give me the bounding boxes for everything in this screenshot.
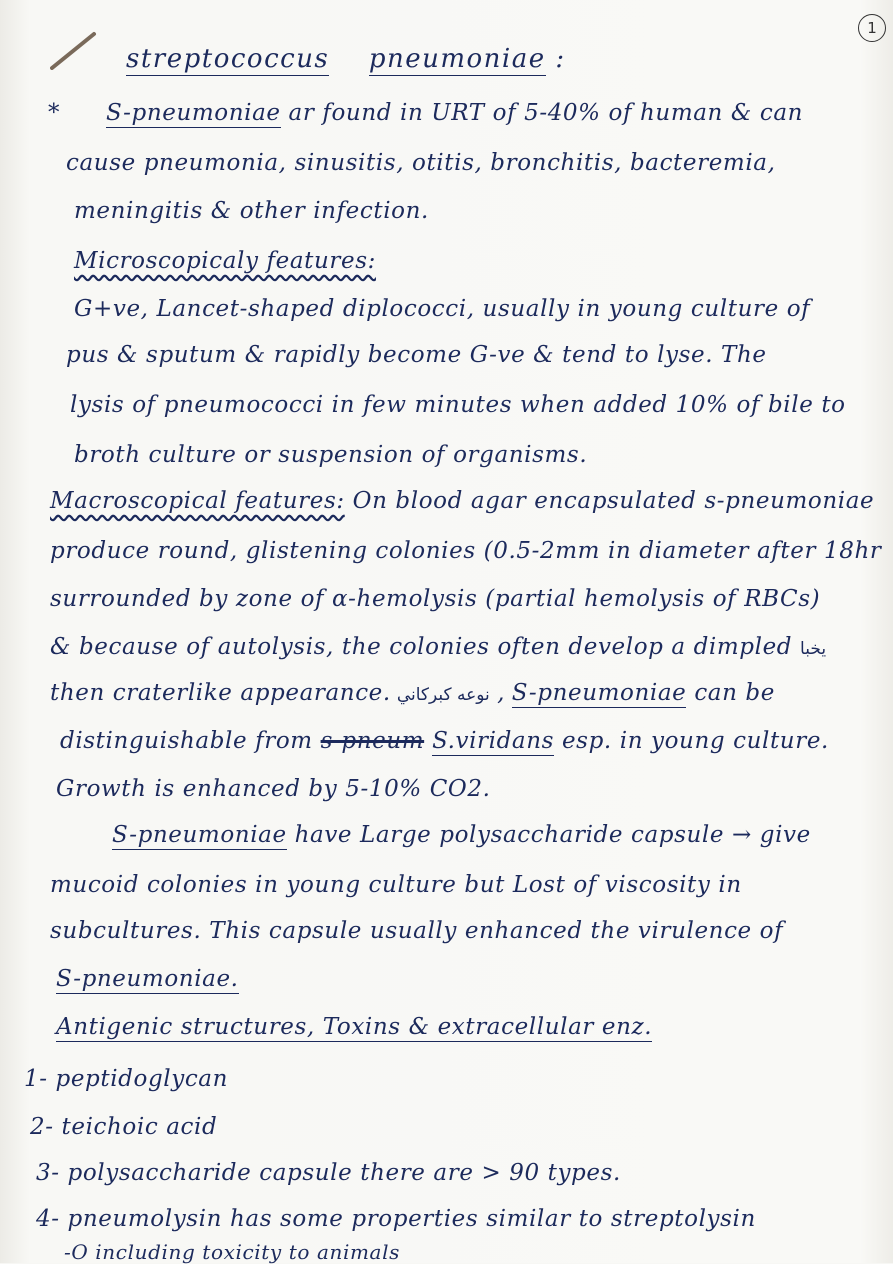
macro-line-4 [50, 680, 775, 706]
term-s-pneumoniae: S-pneumoniae [105, 100, 281, 126]
term-s-viridans: S.viridans [432, 728, 555, 754]
macro-line-3 [50, 634, 826, 660]
title-word-1: streptococcus [126, 44, 330, 74]
macroscopic-heading [50, 488, 874, 514]
macro-line-4-end: can be [686, 680, 775, 706]
page-number: 1 [858, 14, 886, 42]
title-word-2: pneumoniae [368, 44, 546, 74]
intro-line-1 [48, 100, 803, 126]
intro-line-3: meningitis & other infection. [74, 198, 429, 224]
capsule-line-1 [112, 822, 811, 848]
macro-line-2: surrounded by zone of α-hemolysis (partial hemolysis of RBCs) [50, 586, 821, 612]
antigenic-heading-text: Antigenic structures, Toxins & extracellular enz. [56, 1014, 653, 1040]
list-item-4: 4- pneumolysin has some properties similar to streptolysin [36, 1206, 756, 1232]
macro-line-3-text: & because of autolysis, the colonies often develop a dimpled [50, 634, 801, 660]
macro-line-5-text: distinguishable from [60, 728, 321, 754]
capsule-line-3: subcultures. This capsule usually enhanced the virulence of [50, 918, 784, 944]
intro-text: ar found in URT of 5-40% of human & can [280, 100, 804, 126]
macroscopic-heading-text: Macroscopical features: [50, 488, 345, 514]
microscopic-heading [74, 248, 376, 274]
micro-line-3: lysis of pneumococci in few minutes when added 10% of bile to [70, 392, 846, 418]
page-title [126, 44, 566, 74]
arabic-note-1: يخبا [800, 639, 827, 659]
list-item-2: 2- teichoic acid [30, 1114, 218, 1140]
struck-out-word: s-pneum [320, 728, 425, 754]
micro-line-1: G+ve, Lancet-shaped diplococci, usually in young culture of [74, 296, 811, 322]
arabic-note-2: نوعه كبركاني [390, 685, 490, 705]
title-colon: : [555, 44, 566, 74]
intro-line-2: cause pneumonia, sinusitis, otitis, bronchitis, bacteremia, [66, 150, 776, 176]
microscopic-heading-text: Microscopicaly features: [74, 248, 376, 274]
macro-line-4-text: then craterlike appearance. [50, 680, 391, 706]
capsule-line-2: mucoid colonies in young culture but Lost of viscosity in [50, 872, 742, 898]
list-item-1: 1- peptidoglycan [24, 1066, 229, 1092]
antigenic-heading [56, 1014, 652, 1040]
macro-line-1: produce round, glistening colonies (0.5-2mm in diameter after 18hr [50, 538, 882, 564]
term-s-pneumoniae-2: S-pneumoniae [511, 680, 687, 706]
capsule-line-4 [56, 966, 239, 992]
bullet-star: * [48, 100, 61, 126]
macro-line-6: Growth is enhanced by 5-10% CO2. [56, 776, 491, 802]
pen-stroke-icon [50, 30, 100, 70]
list-item-4-cont: -O including toxicity to animals [64, 1240, 400, 1264]
micro-line-4: broth culture or suspension of organisms. [74, 442, 588, 468]
micro-line-2: pus & sputum & rapidly become G-ve & tend to lyse. The [66, 342, 767, 368]
term-s-pneumoniae-4: S-pneumoniae. [56, 966, 239, 992]
list-item-3: 3- polysaccharide capsule there are > 90 types. [36, 1160, 621, 1186]
term-s-pneumoniae-3: S-pneumoniae [112, 822, 287, 848]
macro-line-5-end: esp. in young culture. [554, 728, 829, 754]
macro-line-4-sep: , [489, 680, 512, 706]
capsule-line-1-text: have Large polysaccharide capsule → give [286, 822, 811, 848]
macro-line-5 [60, 728, 829, 754]
macro-line-5-space [424, 728, 432, 754]
macro-inline-text: On blood agar encapsulated s-pneumoniae [344, 488, 875, 514]
